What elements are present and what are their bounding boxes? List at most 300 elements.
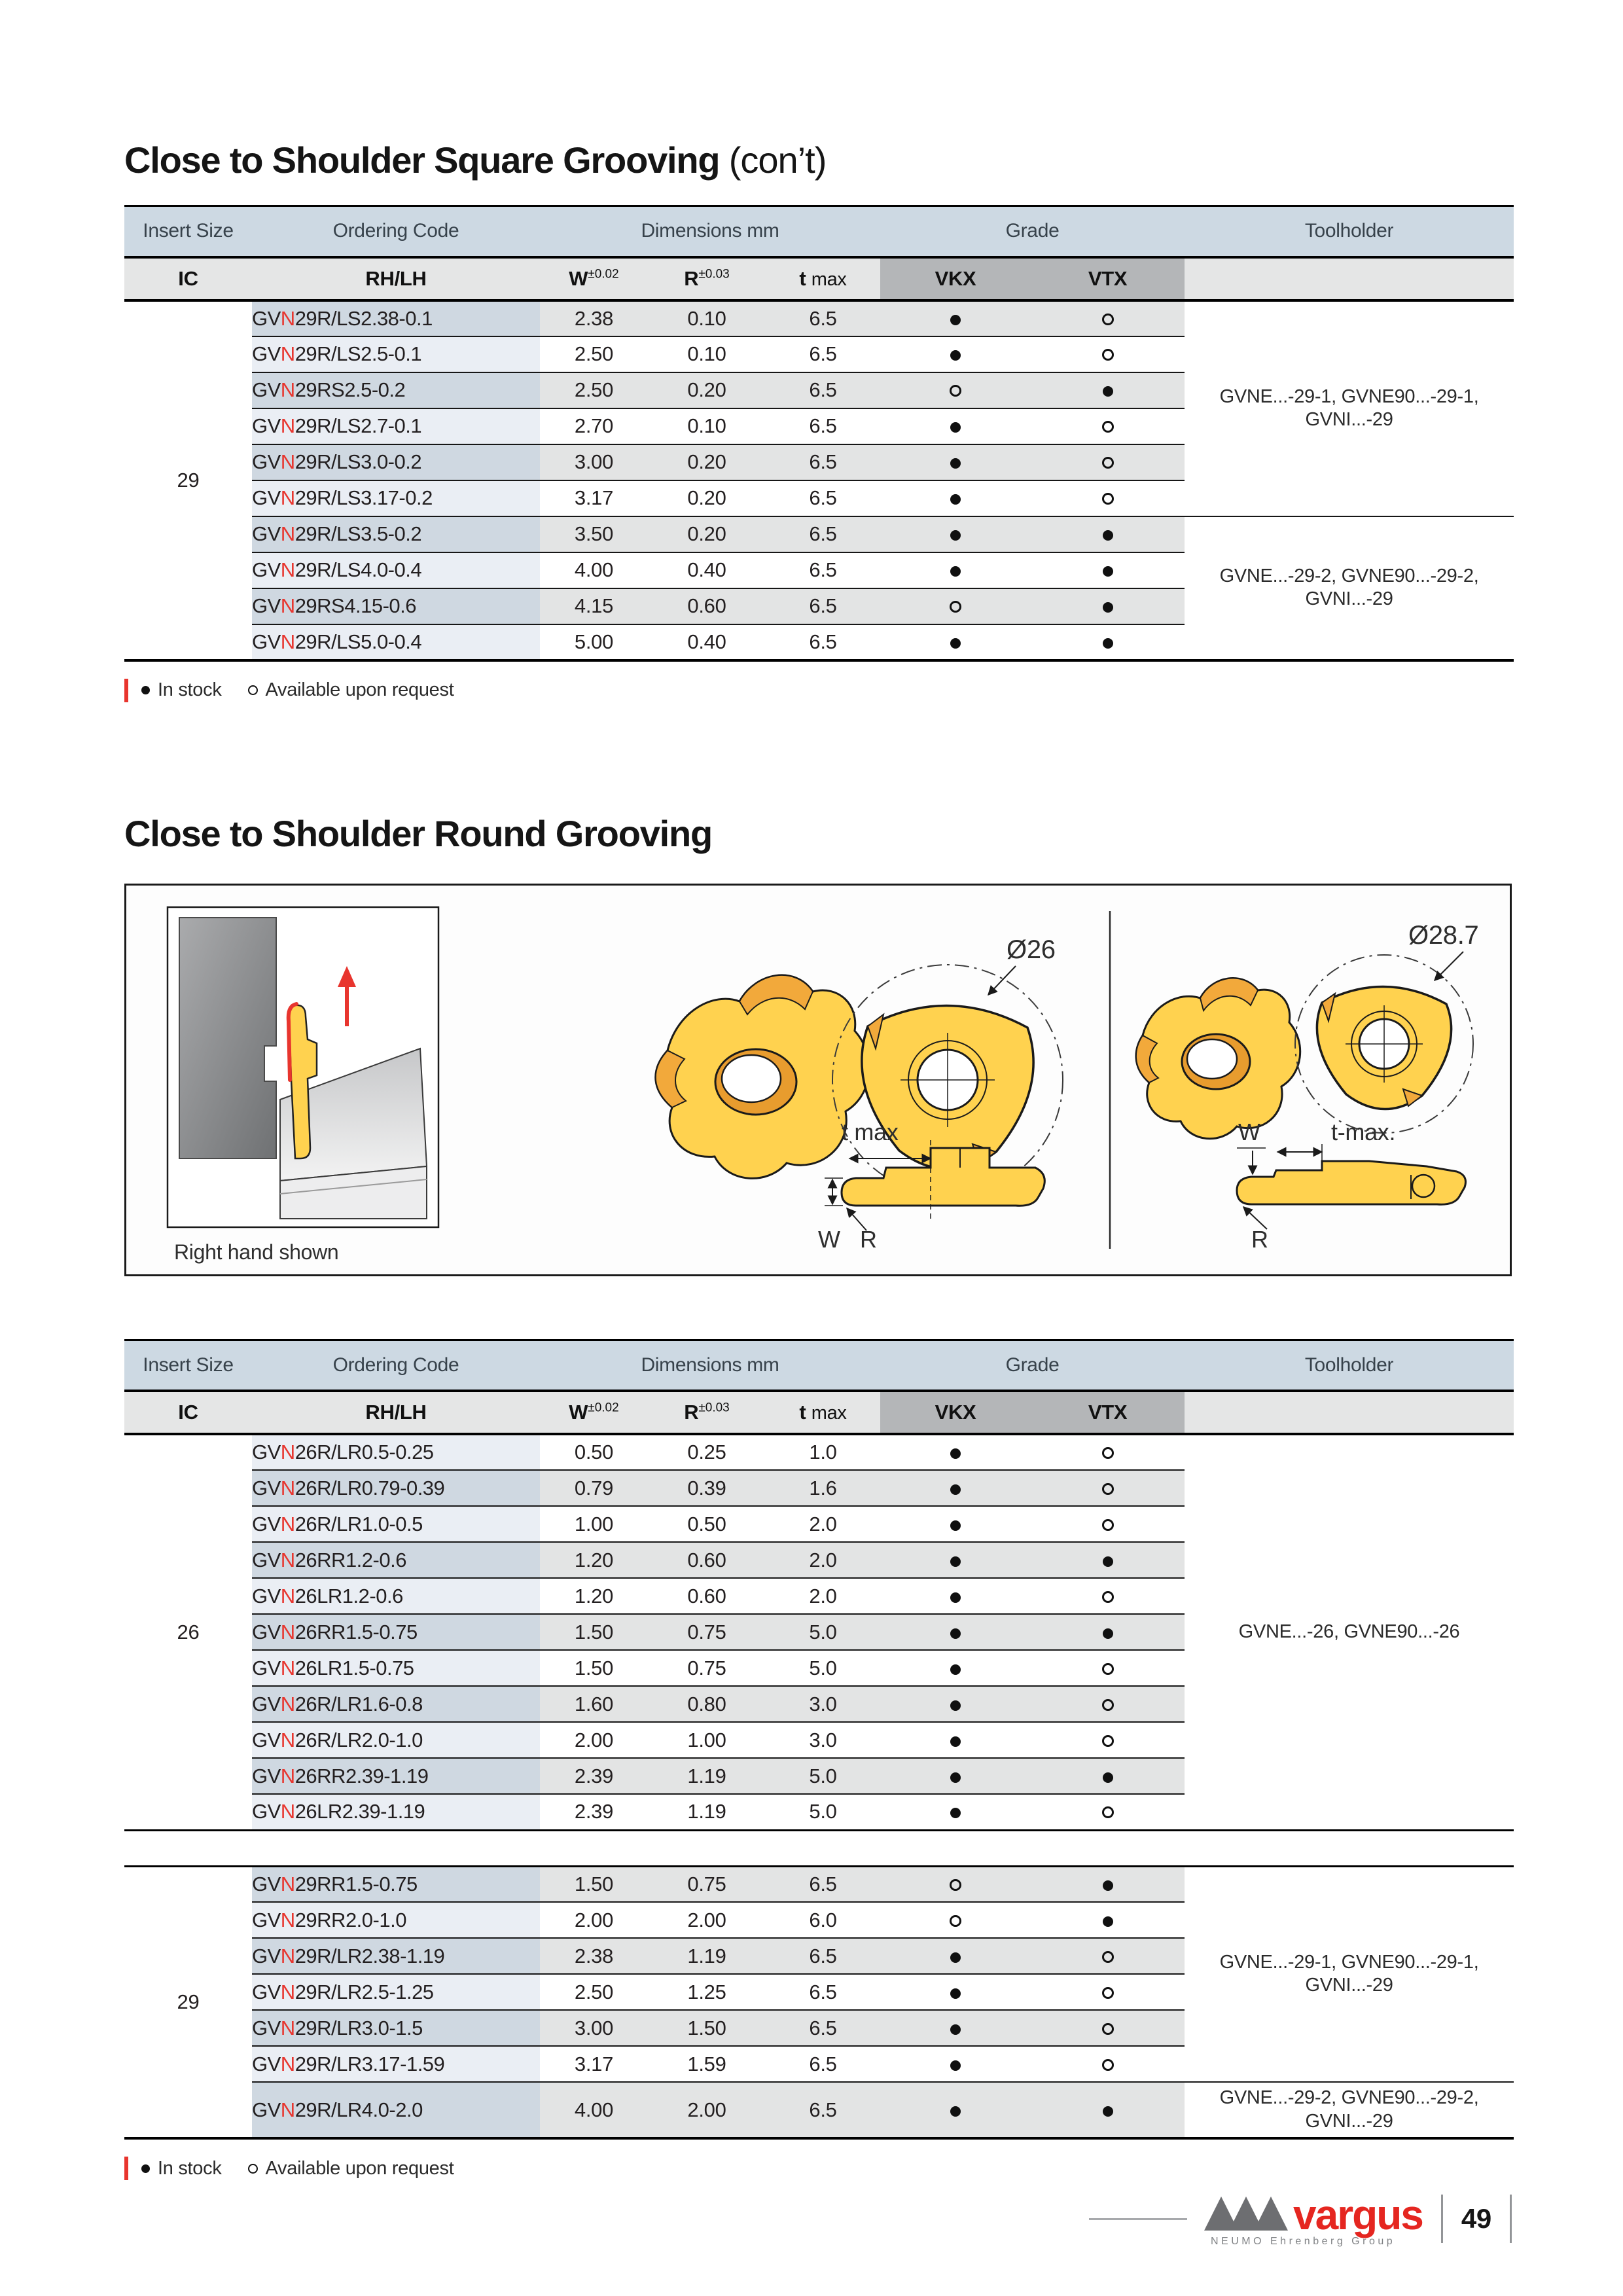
ordering-code-cell [252,1470,540,1506]
col-ic: IC [124,257,252,300]
table-header-row-2 [124,257,1514,300]
dim-w-cell: 1.50 [540,1614,648,1650]
red-n: N [280,486,295,509]
dim-w-cell: 2.70 [540,408,648,444]
legend-red-bar [124,2157,128,2180]
ordering-code-text: GVN26R/LR2.0-1.0 [252,1728,423,1751]
dim-t-cell: 6.5 [766,372,880,408]
tmax-label-29: t-max. [1331,1118,1396,1145]
in-stock-dot-icon [1103,1772,1113,1783]
col-w: $W^{\pm 0.02}$ [540,1391,648,1434]
grade-vkx-cell [880,552,1031,588]
grade-vtx-cell [1031,624,1185,660]
dim-w-cell: 3.17 [540,2046,648,2082]
ordering-code-cell [252,300,540,336]
legend-in-stock-label: In stock [158,679,222,700]
legend-in-stock-label: In stock [158,2157,222,2179]
dim-w-cell: 2.38 [540,1938,648,1974]
in-stock-dot-icon [1103,1556,1113,1567]
dim-t-cell: 6.5 [766,588,880,624]
footer-divider [1510,2195,1512,2243]
dim-r-cell: 1.59 [648,2046,766,2082]
col-rhlh: RH/LH [252,1391,540,1434]
dim-w-cell: 5.00 [540,624,648,660]
on-request-circle-icon [950,1915,961,1927]
grade-vkx-cell [880,300,1031,336]
grade-vtx-cell [1031,408,1185,444]
ordering-code-cell [252,1614,540,1650]
red-n: N [280,1441,295,1463]
in-stock-dot-icon [950,458,961,469]
on-request-circle-icon [1102,1951,1114,1963]
col-insert-size: Insert Size [124,1340,252,1391]
grade-vtx-cell [1031,1434,1185,1470]
insert-size-value: 29 [124,300,252,660]
legend-red-bar [124,679,128,702]
grade-vtx-cell [1031,1506,1185,1542]
ordering-code-cell [252,1902,540,1938]
dim-r-cell: 0.80 [648,1686,766,1722]
dim-t-cell: 6.5 [766,624,880,660]
col-vtx: VTX [1031,1391,1185,1434]
ordering-code-text: GVN29R/LS3.5-0.2 [252,522,422,545]
dim-t-cell: 6.5 [766,552,880,588]
insert-size-value: 29 [124,1866,252,2138]
dim-r-cell: 0.40 [648,624,766,660]
on-request-circle-icon [1102,1987,1114,1999]
col-toolholder-empty [1185,257,1514,300]
ordering-code-text: GVN26R/LR0.79-0.39 [252,1476,445,1499]
in-stock-dot-icon [950,350,961,361]
ordering-code-cell [252,552,540,588]
red-n: N [280,342,295,365]
ordering-code-cell [252,1506,540,1542]
dim-r-cell: 1.19 [648,1758,766,1794]
ordering-code-text: GVN29R/LS3.17-0.2 [252,486,433,509]
on-request-circle-icon [1102,349,1114,361]
in-stock-dot-icon [950,1448,961,1459]
round-grooving-table [124,1339,1514,2140]
in-stock-dot-icon [1103,1628,1113,1639]
col-w: $W^{\pm 0.02}$ [540,257,648,300]
ordering-code-cell [252,444,540,480]
ordering-code-cell [252,1542,540,1578]
ordering-code-text: GVN29RR1.5-0.75 [252,1872,418,1895]
grade-vkx-cell [880,1614,1031,1650]
section2-title: Close to Shoulder Round Grooving [124,812,713,854]
col-dimensions: Dimensions mm [540,206,880,257]
grade-vtx-cell [1031,444,1185,480]
dim-t-cell: 6.5 [766,2082,880,2138]
vargus-logo [1203,2193,1423,2245]
grade-vkx-cell [880,1470,1031,1506]
dim-r-cell: 0.60 [648,1578,766,1614]
ordering-code-cell [252,1758,540,1794]
section2-header [0,702,1623,855]
dim-r-cell: 1.50 [648,2010,766,2046]
grade-vkx-cell [880,516,1031,552]
ordering-code-text: GVN29R/LR2.38-1.19 [252,1944,445,1967]
dim-t-cell: 6.5 [766,480,880,516]
ordering-code-text: GVN29R/LR2.5-1.25 [252,1980,434,2003]
ordering-code-cell [252,1434,540,1470]
grade-vtx-cell [1031,1650,1185,1686]
dim-w-cell: 2.50 [540,372,648,408]
dim-t-cell: 5.0 [766,1794,880,1830]
dim-w-cell: 2.00 [540,1722,648,1758]
dim-t-cell: 6.5 [766,336,880,372]
ordering-code-cell [252,516,540,552]
grade-vkx-cell [880,1434,1031,1470]
red-n: N [280,1620,295,1643]
grade-vkx-cell [880,2046,1031,2082]
ordering-code-cell [252,1650,540,1686]
grade-vkx-cell [880,1686,1031,1722]
table-header-row-1 [124,206,1514,257]
toolholder-value: GVNE...-26, GVNE90...-26 [1185,1434,1514,1830]
table-row [124,516,1514,552]
ordering-code-text: GVN26R/LR1.6-0.8 [252,1692,423,1715]
ordering-code-text: GVN29R/LS2.5-0.1 [252,342,422,365]
red-n: N [280,1872,295,1895]
grade-vkx-cell [880,2082,1031,2138]
on-request-circle-icon [1102,2023,1114,2035]
on-request-circle-icon [1102,1519,1114,1531]
on-request-circle-icon [1102,1483,1114,1495]
on-request-circle-icon [950,601,961,613]
grade-vtx-cell [1031,2010,1185,2046]
grade-vkx-cell [880,1758,1031,1794]
grade-vkx-cell [880,336,1031,372]
on-request-circle-icon [1102,1591,1114,1603]
ordering-code-text: GVN29R/LS4.0-0.4 [252,558,422,581]
in-stock-dot-icon [141,2164,150,2173]
toolholder-value: GVNE...-29-1, GVNE90...-29-1, GVNI...-29 [1185,1866,1514,2082]
grade-vkx-cell [880,2010,1031,2046]
toolholder-value: GVNE...-29-2, GVNE90...-29-2, GVNI...-29 [1185,2082,1514,2138]
dim-t-cell: 2.0 [766,1542,880,1578]
dim-r-cell: 0.40 [648,552,766,588]
dim-w-cell: 1.20 [540,1542,648,1578]
diagram-caption: Right hand shown [174,1240,339,1264]
ordering-code-text: GVN26RR2.39-1.19 [252,1764,429,1787]
ordering-code-text: GVN29R/LS5.0-0.4 [252,630,422,653]
in-stock-dot-icon [950,1772,961,1783]
ordering-code-cell [252,624,540,660]
grade-vkx-cell [880,372,1031,408]
in-stock-dot-icon [1103,530,1113,541]
dim-t-cell: 6.5 [766,300,880,336]
in-stock-dot-icon [950,1700,961,1711]
col-insert-size: Insert Size [124,206,252,257]
dim-w-cell: 1.00 [540,1506,648,1542]
grade-vtx-cell [1031,552,1185,588]
dim-w-cell: 2.39 [540,1758,648,1794]
in-stock-dot-icon [950,2024,961,2035]
dim-t-cell: 3.0 [766,1722,880,1758]
grade-vkx-cell [880,480,1031,516]
col-ordering-code: Ordering Code [252,206,540,257]
dim-t-cell: 6.5 [766,1938,880,1974]
toolholder-value: GVNE...-29-1, GVNE90...-29-1, GVNI...-29 [1185,300,1514,516]
ordering-code-cell [252,2046,540,2082]
dim-w-cell: 4.15 [540,588,648,624]
dim-r-cell: 1.19 [648,1938,766,1974]
col-ordering-code: Ordering Code [252,1340,540,1391]
dim-r-cell: 0.75 [648,1866,766,1902]
in-stock-dot-icon [950,315,961,325]
in-stock-dot-icon [1103,386,1113,397]
grade-vkx-cell [880,1542,1031,1578]
col-r: $R^{\pm 0.03}$ [648,1391,766,1434]
dim-t-cell: 6.5 [766,1974,880,2010]
round-grooving-diagram [124,884,1512,1276]
grade-vtx-cell [1031,1758,1185,1794]
grade-vkx-cell [880,624,1031,660]
col-rhlh: RH/LH [252,257,540,300]
ordering-code-cell [252,1794,540,1830]
grade-vkx-cell [880,1974,1031,2010]
on-request-circle-icon [1102,1663,1114,1675]
dim-w-cell: 1.50 [540,1650,648,1686]
table-row [124,1434,1514,1470]
dim-w-cell: 2.50 [540,336,648,372]
ordering-code-text: GVN29R/LR3.17-1.59 [252,2052,445,2075]
ordering-code-text: GVN29RS4.15-0.6 [252,594,416,617]
on-request-circle-icon [1102,457,1114,469]
red-n: N [280,1944,295,1967]
in-stock-dot-icon [950,638,961,649]
dim-w-cell: 3.17 [540,480,648,516]
dim-t-cell: 6.5 [766,2010,880,2046]
grade-vkx-cell [880,1866,1031,1902]
ordering-code-cell [252,1974,540,2010]
dim-t-cell: 2.0 [766,1506,880,1542]
brand-name: vargus [1293,2191,1423,2238]
dim-t-cell: 3.0 [766,1686,880,1722]
dim-w-cell: 3.00 [540,2010,648,2046]
insert-size-value: 26 [124,1434,252,1830]
grade-vtx-cell [1031,2082,1185,2138]
in-stock-dot-icon [950,566,961,577]
block-separator [124,1830,1514,1866]
dim-w-cell: 4.00 [540,552,648,588]
ordering-code-text: GVN29R/LS2.38-0.1 [252,306,433,330]
red-n: N [280,1800,295,1823]
in-stock-dot-icon [950,1736,961,1747]
grade-vtx-cell [1031,1722,1185,1758]
grade-vkx-cell [880,1794,1031,1830]
vargus-zigzag-icon [1203,2193,1301,2232]
square-grooving-table [124,205,1514,662]
dim-w-cell: 0.50 [540,1434,648,1470]
on-request-circle-icon [1102,421,1114,433]
section1-header [0,0,1623,181]
dim-w-cell: 1.50 [540,1866,648,1902]
dim-w-cell: 2.39 [540,1794,648,1830]
table-header-row-1 [124,1340,1514,1391]
in-stock-dot-icon [950,1520,961,1531]
dim-r-cell: 0.25 [648,1434,766,1470]
dim-t-cell: 1.6 [766,1470,880,1506]
red-n: N [280,2016,295,2039]
in-stock-dot-icon [950,1952,961,1963]
dim-r-cell: 0.20 [648,516,766,552]
workpiece-shoulder [179,918,276,1158]
ordering-code-text: GVN29RS2.5-0.2 [252,378,406,401]
in-stock-dot-icon [950,1484,961,1495]
dim-r-cell: 0.20 [648,372,766,408]
grade-vtx-cell [1031,1542,1185,1578]
col-ic: IC [124,1391,252,1434]
on-request-circle-icon [1102,493,1114,505]
dim-r-cell: 0.20 [648,480,766,516]
col-vkx: VKX [880,257,1031,300]
grade-vtx-cell [1031,1578,1185,1614]
red-n: N [280,630,295,653]
in-stock-dot-icon [1103,566,1113,577]
red-n: N [280,414,295,437]
in-stock-dot-icon [1103,1916,1113,1927]
red-n: N [280,1548,295,1571]
col-tmax: t max [766,257,880,300]
dim-r-cell: 0.75 [648,1650,766,1686]
on-request-circle-icon [248,2164,258,2174]
red-n: N [280,2052,295,2075]
grade-vtx-cell [1031,2046,1185,2082]
red-n: N [280,1908,295,1931]
in-stock-dot-icon [950,1988,961,1999]
on-request-circle-icon [1102,1699,1114,1711]
dim-r-cell: 0.10 [648,300,766,336]
dim-w-cell: 2.50 [540,1974,648,2010]
ordering-code-text: GVN29R/LS3.0-0.2 [252,450,422,473]
red-n: N [280,2098,295,2121]
w-label-26: W [818,1225,840,1253]
dim-t-cell: 1.0 [766,1434,880,1470]
col-toolholder: Toolholder [1185,206,1514,257]
dim-w-cell: 2.00 [540,1902,648,1938]
ordering-code-cell [252,2082,540,2138]
ordering-code-cell [252,480,540,516]
in-stock-dot-icon [1103,1880,1113,1891]
footer-divider [1441,2195,1443,2243]
section1-title-text: Close to Shoulder Square Grooving [124,139,720,181]
ordering-code-cell [252,1578,540,1614]
ordering-code-text: GVN29R/LR4.0-2.0 [252,2098,423,2121]
dim-t-cell: 5.0 [766,1614,880,1650]
on-request-circle-icon [1102,1806,1114,1818]
table-row [124,1866,1514,1902]
grade-vkx-cell [880,1650,1031,1686]
tmax-label-26: t max [842,1118,899,1145]
red-n: N [280,1476,295,1499]
red-n: N [280,594,295,617]
in-stock-dot-icon [950,1556,961,1567]
ordering-code-cell [252,336,540,372]
ordering-code-cell [252,1686,540,1722]
dim-w-cell: 1.20 [540,1578,648,1614]
dim-t-cell: 6.5 [766,516,880,552]
grade-vtx-cell [1031,1614,1185,1650]
ordering-code-text: GVN29RR2.0-1.0 [252,1908,406,1931]
dim-t-cell: 5.0 [766,1758,880,1794]
red-n: N [280,1764,295,1787]
w-label-29: W [1238,1118,1260,1145]
grade-vtx-cell [1031,372,1185,408]
in-stock-dot-icon [950,2060,961,2071]
col-vtx: VTX [1031,257,1185,300]
ordering-code-cell [252,1938,540,1974]
section1-title-suffix: (con’t) [728,139,827,181]
red-n: N [280,1692,295,1715]
dim-r-cell: 0.39 [648,1470,766,1506]
dim-r-cell: 0.75 [648,1614,766,1650]
col-dimensions: Dimensions mm [540,1340,880,1391]
ordering-code-cell [252,408,540,444]
ordering-code-text: GVN26R/LR1.0-0.5 [252,1512,423,1535]
grade-vkx-cell [880,1506,1031,1542]
dim-r-cell: 0.60 [648,1542,766,1578]
dim-w-cell: 3.50 [540,516,648,552]
in-stock-dot-icon [950,422,961,433]
on-request-circle-icon [1102,2059,1114,2071]
grade-vtx-cell [1031,336,1185,372]
dim-r-cell: 0.20 [648,444,766,480]
dim-r-cell: 0.50 [648,1506,766,1542]
table-row [124,2082,1514,2138]
dim-r-cell: 2.00 [648,1902,766,1938]
red-n: N [280,1584,295,1607]
in-stock-dot-icon [950,1808,961,1818]
grade-vtx-cell [1031,1794,1185,1830]
toolholder-value: GVNE...-29-2, GVNE90...-29-2, GVNI...-29 [1185,516,1514,660]
ordering-code-text: GVN26LR2.39-1.19 [252,1800,425,1823]
grade-vkx-cell [880,1578,1031,1614]
dim-t-cell: 6.5 [766,2046,880,2082]
dim-w-cell: 4.00 [540,2082,648,2138]
dim-w-cell: 2.38 [540,300,648,336]
col-r: $R^{\pm 0.03}$ [648,257,766,300]
in-stock-dot-icon [950,2106,961,2117]
grade-vkx-cell [880,1902,1031,1938]
grade-vkx-cell [880,1722,1031,1758]
grade-vtx-cell [1031,480,1185,516]
grade-vtx-cell [1031,300,1185,336]
on-request-circle-icon [950,1879,961,1891]
ordering-code-text: GVN26LR1.5-0.75 [252,1656,414,1679]
in-stock-dot-icon [950,1664,961,1675]
diameter-label-29: Ø28.7 [1408,920,1479,950]
on-request-circle-icon [950,385,961,397]
dim-t-cell: 6.5 [766,408,880,444]
grade-vtx-cell [1031,1866,1185,1902]
in-stock-dot-icon [1103,2106,1113,2117]
table-header-row-2 [124,1391,1514,1434]
red-n: N [280,558,295,581]
dim-r-cell: 0.60 [648,588,766,624]
on-request-circle-icon [1102,1735,1114,1747]
dim-r-cell: 1.00 [648,1722,766,1758]
grade-vtx-cell [1031,1938,1185,1974]
dim-t-cell: 6.5 [766,1866,880,1902]
in-stock-dot-icon [141,686,150,694]
on-request-circle-icon [248,685,258,695]
dim-w-cell: 0.79 [540,1470,648,1506]
r-label-26: R [860,1225,877,1253]
in-stock-dot-icon [950,494,961,505]
grade-vkx-cell [880,408,1031,444]
